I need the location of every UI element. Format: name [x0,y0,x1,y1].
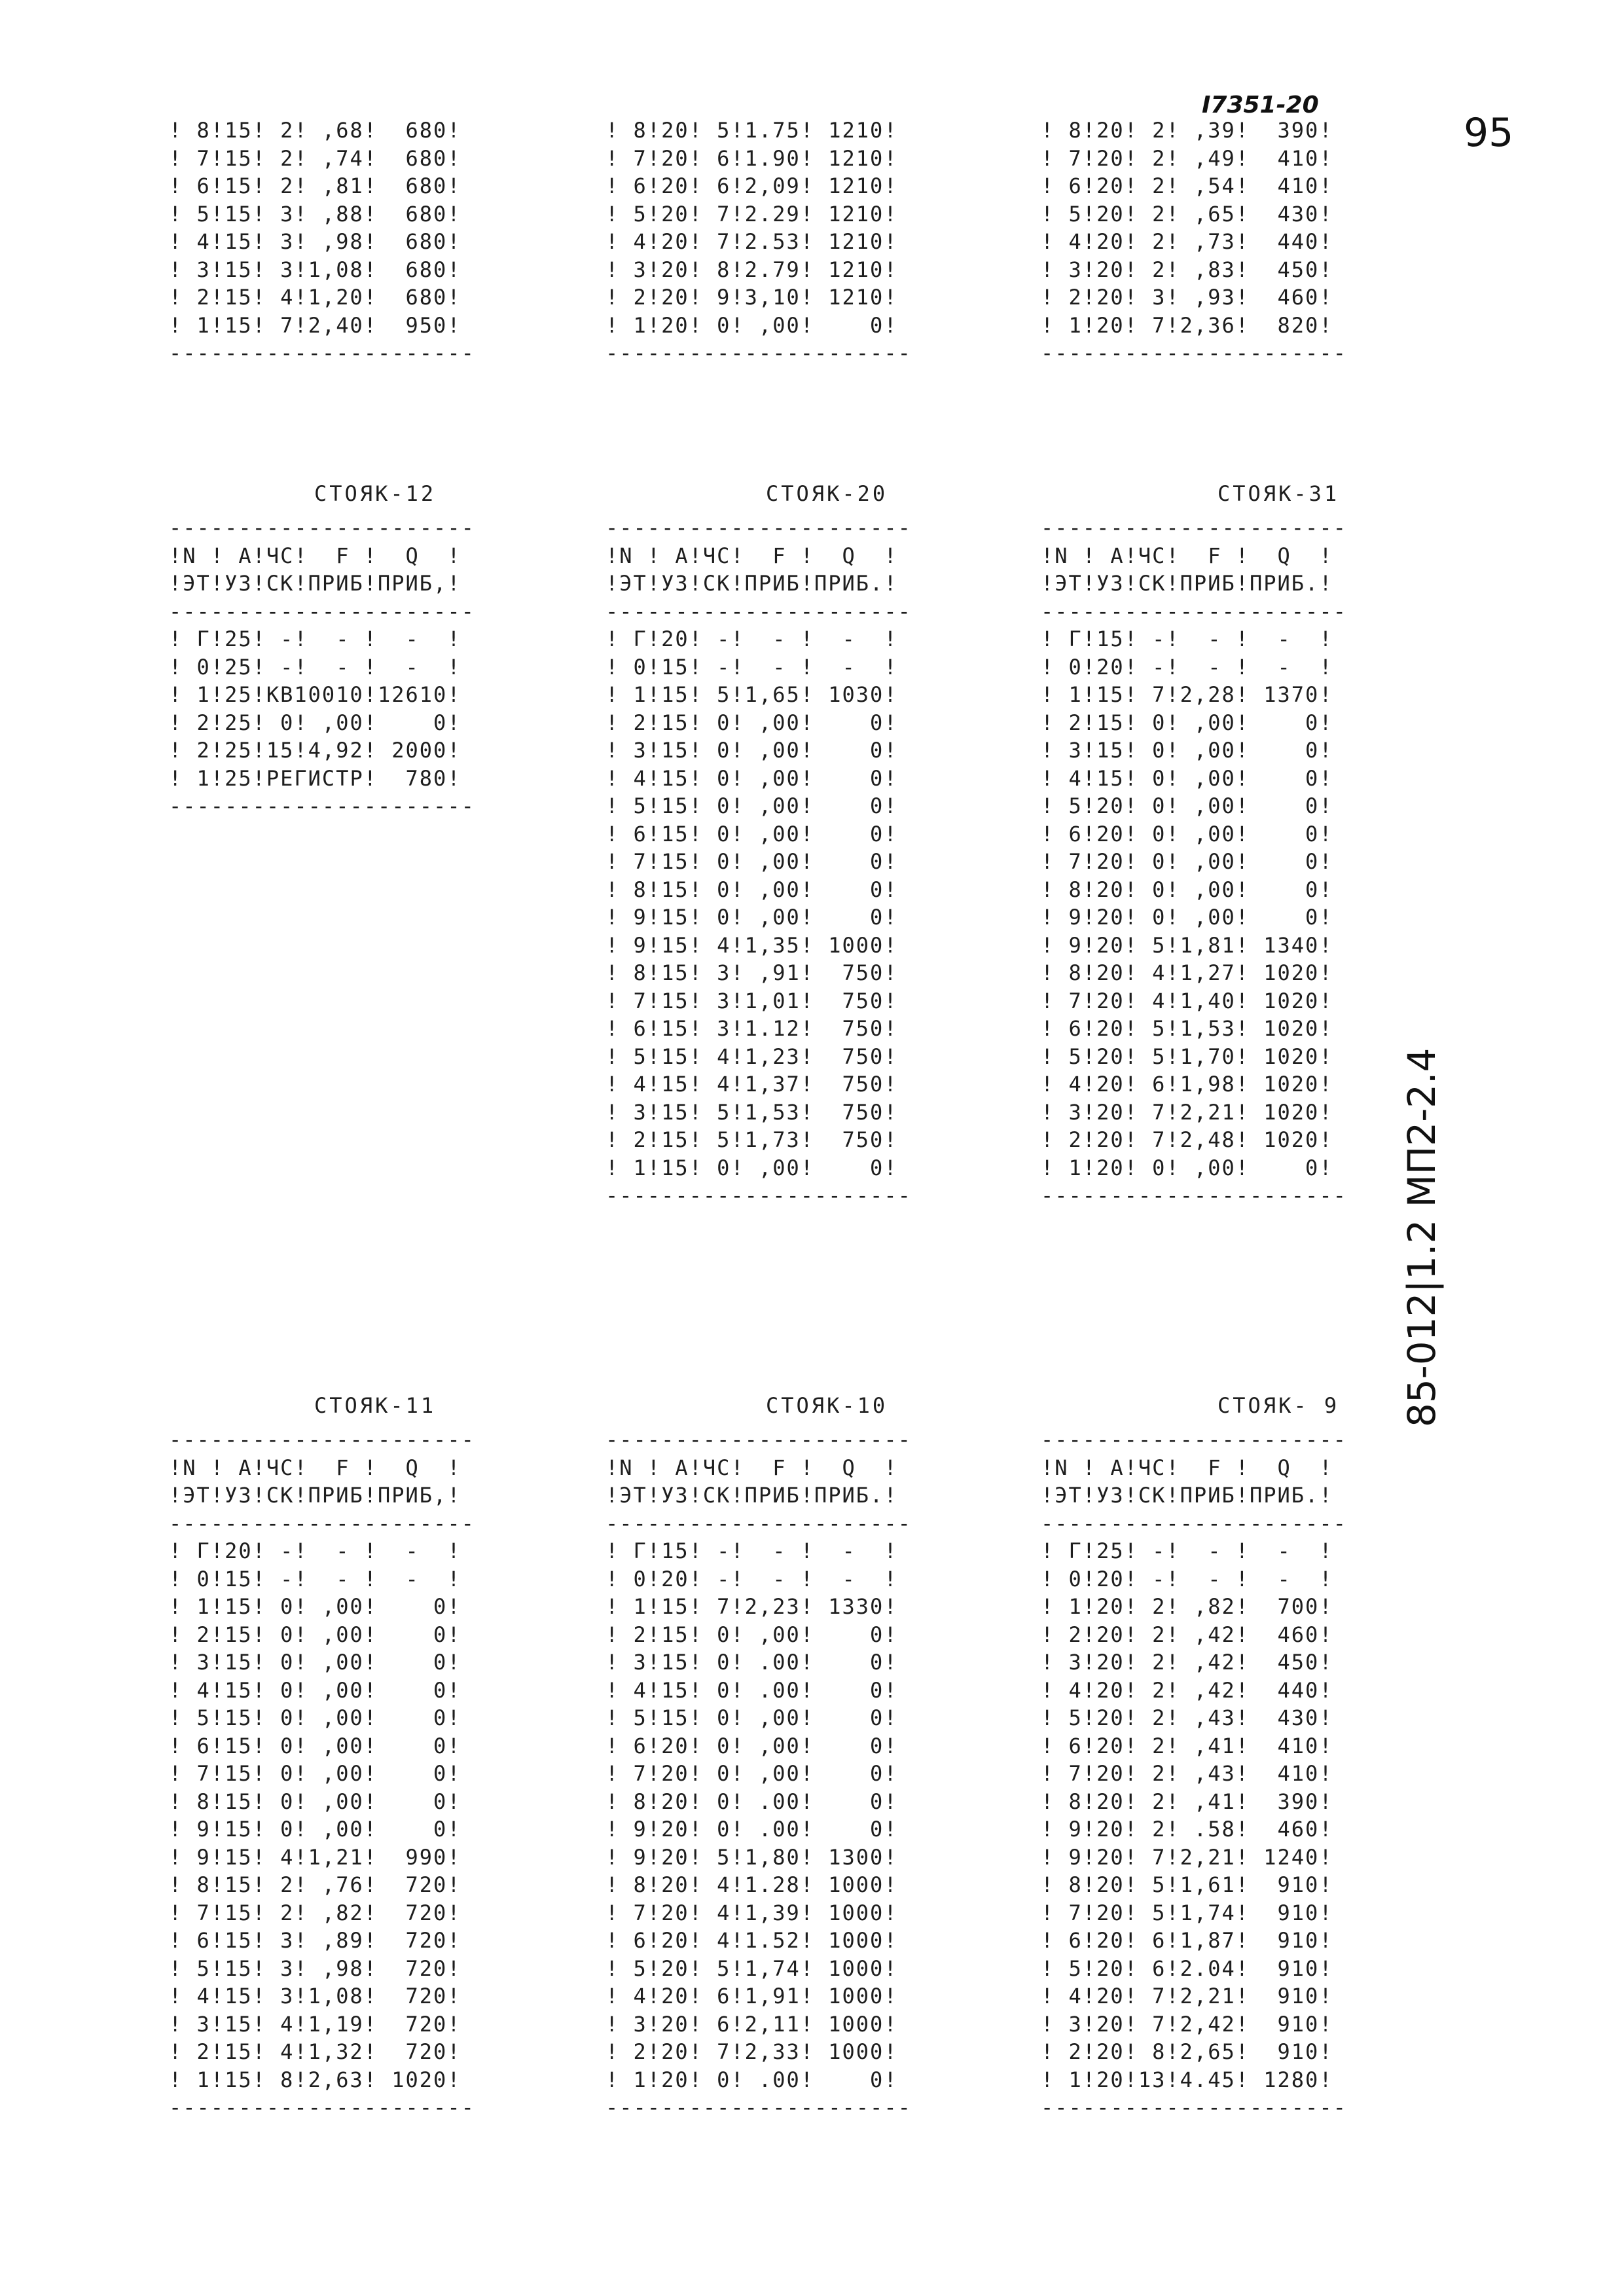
table-rule: ---------------------- [1041,1510,1347,1536]
table-row: ! 6!15! 0! ,00! 0! [169,1733,461,1758]
section-title-stoyak-20: СТОЯК-20 [766,481,888,506]
table-rule: ---------------------- [1041,598,1347,624]
table-row: ! 2!15! 0! ,00! 0! [1041,710,1333,735]
section-title-stoyak-12: СТОЯК-12 [314,481,437,506]
table-row: ! 9!20! 7!2,21! 1240! [1041,1844,1333,1870]
table-rule: ---------------------- [169,515,475,540]
table-row: ! 2!15! 0! ,00! 0! [605,710,898,735]
table-rule: ---------------------- [605,515,912,540]
table-row: !ЭТ!УЗ!СК!ПРИБ!ПРИБ.! [1041,571,1333,596]
table-row: ! Г!20! -! - ! - ! [605,627,898,651]
table-row: ! 2!20! 9!3,10! 1210! [605,285,898,310]
table-row: ! 2!25! 0! ,00! 0! [169,710,461,735]
table-row: !N ! А!ЧС! F ! Q ! [169,543,461,568]
table-row: ! 9!15! 0! ,00! 0! [605,905,898,930]
table-row: ! 3!15! 0! .00! 0! [605,1650,898,1675]
section-title-stoyak-9: СТОЯК- 9 [1218,1393,1340,1418]
table-row: ! 5!15! 0! ,00! 0! [605,1705,898,1730]
table-rule: ---------------------- [605,340,912,365]
table-row: ! 1!25!КВ10010!12610! [169,682,461,707]
table-stoyak-12 [169,514,475,820]
table-row: ! Г!25! -! - ! - ! [169,627,461,651]
table-row: ! 1!15! 5!1,65! 1030! [605,682,898,707]
table-row: ! 2!20! 7!2,48! 1020! [1041,1127,1333,1152]
table-row: ! 7!20! 5!1,74! 910! [1041,1900,1333,1925]
table-rule: ---------------------- [605,1510,912,1536]
table-row: ! 1!20! 0! ,00! 0! [1041,1155,1333,1180]
table-row: ! 6!20! 2! ,54! 410! [1041,173,1333,198]
table-rule: ---------------------- [1041,340,1347,365]
table-row: ! 7!20! 2! ,43! 410! [1041,1761,1333,1786]
table-row: ! 3!15! 0! ,00! 0! [605,738,898,763]
table-rule: ---------------------- [169,793,475,818]
table-row: ! 2!20! 2! ,42! 460! [1041,1622,1333,1647]
table-row: !ЭТ!УЗ!СК!ПРИБ!ПРИБ.! [605,1483,898,1508]
table-row: ! 8!20! 5!1,61! 910! [1041,1872,1333,1897]
section-title-stoyak-31: СТОЯК-31 [1218,481,1340,506]
table-row: ! 8!20! 4!1,27! 1020! [1041,960,1333,985]
table-row: ! 2!15! 4!1,20! 680! [169,285,461,310]
table-row: ! 2!15! 5!1,73! 750! [605,1127,898,1152]
table-row: ! 4!15! 3!1,08! 720! [169,1984,461,2008]
table-row: ! 2!20! 8!2,65! 910! [1041,2039,1333,2064]
table-row: ! 8!20! 2! ,39! 390! [1041,118,1333,143]
table-row: ! 1!15! 7!2,23! 1330! [605,1594,898,1619]
table-row: ! 1!20! 0! .00! 0! [605,2067,898,2092]
table-row: ! 7!20! 4!1,40! 1020! [1041,988,1333,1013]
table-row: ! 0!25! -! - ! - ! [169,654,461,680]
table-row: ! 6!15! 3!1.12! 750! [605,1016,898,1041]
table-row: ! 5!20! 6!2.04! 910! [1041,1955,1333,1981]
table-row: ! 8!20! 5!1.75! 1210! [605,118,898,143]
table-row: ! 2!15! 0! ,00! 0! [169,1622,461,1647]
table-row: ! 5!20! 7!2.29! 1210! [605,201,898,227]
table-row: ! 6!20! 6!1,87! 910! [1041,1928,1333,1953]
table-row: ! 6!20! 0! ,00! 0! [1041,821,1333,846]
table-row: ! 5!15! 0! ,00! 0! [169,1705,461,1730]
table-stoyak-9 [1041,1426,1347,2122]
table-row: !ЭТ!УЗ!СК!ПРИБ!ПРИБ.! [605,571,898,596]
table-row: ! 8!15! 3! ,91! 750! [605,960,898,985]
table-row: ! 1!20! 2! ,82! 700! [1041,1594,1333,1619]
table-row: ! 7!20! 4!1,39! 1000! [605,1900,898,1925]
table-stoyak-20 [605,514,912,1210]
table-row: ! 6!20! 6!2,09! 1210! [605,173,898,198]
table-row: ! 3!15! 0! ,00! 0! [1041,738,1333,763]
table-row: ! 2!15! 4!1,32! 720! [169,2039,461,2064]
table-row: ! 1!20!13!4.45! 1280! [1041,2067,1333,2092]
table-row: !ЭТ!УЗ!СК!ПРИБ!ПРИБ.! [1041,1483,1333,1508]
table-row: !N ! А!ЧС! F ! Q ! [605,543,898,568]
table-row: ! 8!15! 2! ,76! 720! [169,1872,461,1897]
table-rule: ---------------------- [1041,1427,1347,1452]
table-row: ! 5!15! 4!1,23! 750! [605,1044,898,1069]
table-row: ! 9!20! 5!1,80! 1300! [605,1844,898,1870]
table-row: ! 5!15! 0! ,00! 0! [605,793,898,818]
table-row: ! 8!15! 2! ,68! 680! [169,118,461,143]
table-row: ! 7!15! 0! ,00! 0! [169,1761,461,1786]
table-row: ! 3!20! 7!2,21! 1020! [1041,1099,1333,1125]
table-row: ! 3!15! 0! ,00! 0! [169,1650,461,1675]
table-stoyak-11 [169,1426,475,2122]
table-row: ! 6!20! 4!1.52! 1000! [605,1928,898,1953]
table-row: ! 1!15! 7!2,28! 1370! [1041,682,1333,707]
table-row: ! 7!20! 0! ,00! 0! [605,1761,898,1786]
table-rule: ---------------------- [169,598,475,624]
document-number: I7351-20 [1202,92,1319,118]
table-row: ! 0!20! -! - ! - ! [605,1566,898,1591]
table-row: ! 0!15! -! - ! - ! [169,1566,461,1591]
table-row: ! 7!15! 3!1,01! 750! [605,988,898,1013]
table-row: ! Г!15! -! - ! - ! [605,1538,898,1563]
table-row: ! 2!15! 0! ,00! 0! [605,1622,898,1647]
table-row: ! 4!15! 3! ,98! 680! [169,229,461,254]
table-row: ! 7!20! 6!1.90! 1210! [605,145,898,171]
table-rule: ---------------------- [1041,1183,1347,1208]
table-row: ! 2!25!15!4,92! 2000! [169,738,461,763]
table-row: ! 5!15! 3! ,98! 720! [169,1955,461,1981]
table-row: !N ! А!ЧС! F ! Q ! [1041,543,1333,568]
table-row: ! 8!15! 0! ,00! 0! [169,1789,461,1814]
table-row: ! 8!20! 0! ,00! 0! [1041,877,1333,902]
table-stoyak-31 [1041,514,1347,1210]
table-row: ! 1!20! 7!2,36! 820! [1041,312,1333,338]
table-top-right [1041,117,1347,367]
table-row: ! 3!20! 2! ,42! 450! [1041,1650,1333,1675]
table-row: !N ! А!ЧС! F ! Q ! [169,1455,461,1480]
table-row: ! 7!20! 0! ,00! 0! [1041,849,1333,874]
table-row: ! 5!20! 2! ,43! 430! [1041,1705,1333,1730]
section-title-stoyak-11: СТОЯК-11 [314,1393,437,1418]
table-top-middle [605,117,912,367]
table-rule: ---------------------- [1041,515,1347,540]
table-row: ! 6!15! 0! ,00! 0! [605,821,898,846]
table-row: ! 8!15! 0! ,00! 0! [605,877,898,902]
table-row: ! 3!20! 7!2,42! 910! [1041,2011,1333,2037]
table-row: ! 4!15! 4!1,37! 750! [605,1072,898,1097]
table-row: ! 4!20! 6!1,98! 1020! [1041,1072,1333,1097]
table-row: ! 2!20! 7!2,33! 1000! [605,2039,898,2064]
table-rule: ---------------------- [169,1427,475,1452]
table-row: ! 7!20! 2! ,49! 410! [1041,145,1333,171]
table-rule: ---------------------- [1041,2095,1347,2120]
page-number: 95 [1464,110,1514,156]
table-rule: ---------------------- [169,340,475,365]
table-row: ! 4!20! 2! ,73! 440! [1041,229,1333,254]
table-row: ! 3!20! 8!2.79! 1210! [605,257,898,282]
table-row: ! 8!20! 4!1.28! 1000! [605,1872,898,1897]
table-row: ! 7!15! 0! ,00! 0! [605,849,898,874]
table-row: ! 0!15! -! - ! - ! [605,654,898,680]
table-stoyak-10 [605,1426,912,2122]
table-row: ! 1!15! 7!2,40! 950! [169,312,461,338]
table-rule: ---------------------- [169,1510,475,1536]
table-row: ! 4!20! 6!1,91! 1000! [605,1984,898,2008]
table-row: ! 4!15! 0! ,00! 0! [169,1677,461,1703]
table-rule: ---------------------- [605,598,912,624]
table-row: ! 7!15! 2! ,74! 680! [169,145,461,171]
side-stamp-code: 85-012|1.2 МП2-2.4 [1399,1047,1444,1427]
table-row: ! 0!20! -! - ! - ! [1041,1566,1333,1591]
table-row: ! 1!25!РЕГИСТР! 780! [169,765,461,791]
table-row: ! 2!20! 3! ,93! 460! [1041,285,1333,310]
table-row: ! 9!20! 0! .00! 0! [605,1817,898,1842]
table-row: ! 4!20! 7!2.53! 1210! [605,229,898,254]
table-row: ! 0!20! -! - ! - ! [1041,654,1333,680]
table-row: ! 8!20! 0! .00! 0! [605,1789,898,1814]
table-row: ! 9!20! 0! ,00! 0! [1041,905,1333,930]
table-row: ! 5!20! 0! ,00! 0! [1041,793,1333,818]
table-row: ! 6!20! 0! ,00! 0! [605,1733,898,1758]
table-row: ! 5!15! 3! ,88! 680! [169,201,461,227]
table-row: ! 1!15! 0! ,00! 0! [605,1155,898,1180]
table-row: ! 6!20! 2! ,41! 410! [1041,1733,1333,1758]
table-row: ! 3!20! 2! ,83! 450! [1041,257,1333,282]
table-row: ! 3!20! 6!2,11! 1000! [605,2011,898,2037]
table-row: ! 4!15! 0! .00! 0! [605,1677,898,1703]
table-row: ! 6!20! 5!1,53! 1020! [1041,1016,1333,1041]
table-top-left [169,117,475,367]
table-row: ! 9!15! 4!1,21! 990! [169,1844,461,1870]
table-row: ! 6!15! 3! ,89! 720! [169,1928,461,1953]
table-row: ! 5!20! 2! ,65! 430! [1041,201,1333,227]
table-rule: ---------------------- [605,1427,912,1452]
table-row: ! Г!15! -! - ! - ! [1041,627,1333,651]
table-row: !ЭТ!УЗ!СК!ПРИБ!ПРИБ,! [169,1483,461,1508]
table-row: ! 9!15! 4!1,35! 1000! [605,932,898,958]
table-row: ! 7!15! 2! ,82! 720! [169,1900,461,1925]
table-row: ! 9!20! 2! .58! 460! [1041,1817,1333,1842]
table-row: ! Г!25! -! - ! - ! [1041,1538,1333,1563]
table-row: ! 4!15! 0! ,00! 0! [1041,765,1333,791]
table-rule: ---------------------- [605,2095,912,2120]
table-rule: ---------------------- [169,2095,475,2120]
table-row: ! 4!20! 2! ,42! 440! [1041,1677,1333,1703]
table-row: ! 4!15! 0! ,00! 0! [605,765,898,791]
section-title-stoyak-10: СТОЯК-10 [766,1393,888,1418]
table-row: ! 1!15! 8!2,63! 1020! [169,2067,461,2092]
table-row: ! 8!20! 2! ,41! 390! [1041,1789,1333,1814]
table-row: ! 1!15! 0! ,00! 0! [169,1594,461,1619]
table-row: ! 6!15! 2! ,81! 680! [169,173,461,198]
table-rule: ---------------------- [605,1183,912,1208]
table-row: ! 5!20! 5!1,70! 1020! [1041,1044,1333,1069]
table-row: !ЭТ!УЗ!СК!ПРИБ!ПРИБ,! [169,571,461,596]
table-row: ! 3!15! 4!1,19! 720! [169,2011,461,2037]
table-row: ! 4!20! 7!2,21! 910! [1041,1984,1333,2008]
table-row: ! Г!20! -! - ! - ! [169,1538,461,1563]
table-row: !N ! А!ЧС! F ! Q ! [1041,1455,1333,1480]
table-row: ! 9!20! 5!1,81! 1340! [1041,932,1333,958]
table-row: ! 3!15! 3!1,08! 680! [169,257,461,282]
table-row: ! 9!15! 0! ,00! 0! [169,1817,461,1842]
table-row: ! 1!20! 0! ,00! 0! [605,312,898,338]
table-row: ! 5!20! 5!1,74! 1000! [605,1955,898,1981]
table-row: ! 3!15! 5!1,53! 750! [605,1099,898,1125]
table-row: !N ! А!ЧС! F ! Q ! [605,1455,898,1480]
